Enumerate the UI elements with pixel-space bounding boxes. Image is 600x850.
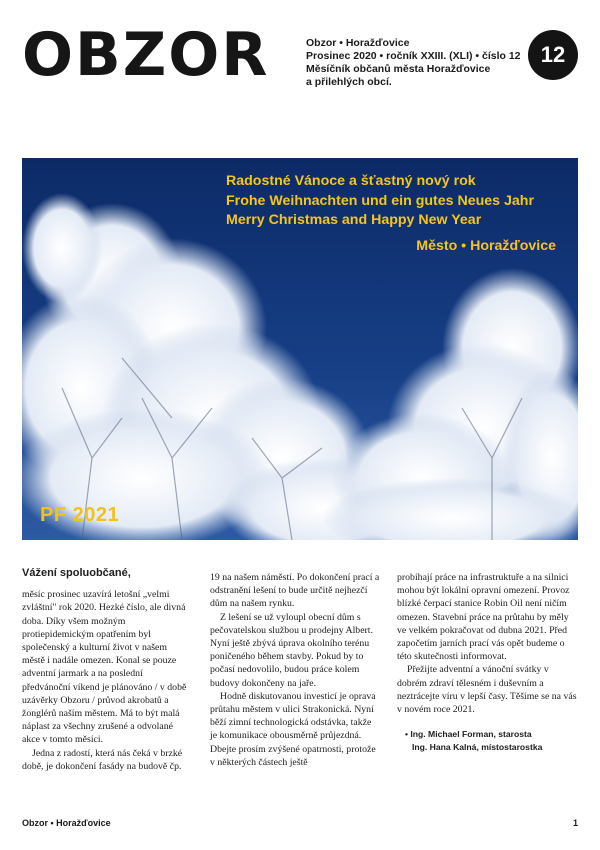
- greeting-line: Radostné Vánoce a šťastný nový rok: [226, 173, 476, 189]
- signatures: [397, 728, 578, 754]
- issue-number-badge: 12: [528, 30, 578, 80]
- masthead-info-line: a přilehlých obcí.: [306, 76, 392, 88]
- paragraph: měsíc prosinec uzavírá letošní „velmi zvláštní" rok 2020. Hezké číslo, ale divná doba. Díky všem možným protiepidemickým opatřením byl společenský a kulturní život v našem městě i nadále omezen. Konal se pouze adventní jarmark a na poslední předvánoční víkend je plánováno / v době uzávěrky Obzoru / průvod akrobatů a žonglérů naším městem. Má to být malá náplast za všechny zrušené a odvolané akce v tomto měsíci.: [22, 589, 187, 746]
- greeting-line: Frohe Weihnachten und ein gutes Neues Jahr: [226, 192, 534, 209]
- greeting-line: Merry Christmas and Happy New Year: [226, 212, 482, 228]
- masthead-info: [306, 37, 521, 89]
- masthead-info-line: Měsíčník občanů města Horažďovice: [306, 63, 491, 75]
- salutation: Vážení spoluobčané,: [22, 567, 131, 579]
- cover-image: [22, 158, 578, 540]
- article-column-1: [22, 567, 192, 773]
- city-signature: Město • Horažďovice: [416, 238, 556, 254]
- masthead-info-line: Prosinec 2020 • ročník XXIII. (XLI) • číslo 12: [306, 50, 521, 62]
- greetings: [226, 172, 534, 231]
- pf-caption: PF 2021: [40, 504, 120, 526]
- footer-publication: Obzor • Horažďovice: [22, 818, 111, 828]
- paragraph: 19 na našem náměstí. Po dokončení prací a odstranění lešení to bude určitě nejhezčí dům na našem rynku.: [210, 572, 380, 610]
- signature-line: Ing. Hana Kalná, místostarostka: [412, 742, 543, 753]
- paragraph: Hodně diskutovanou investicí je oprava průtahu městem v ulici Strakonická. Nyní běží zimní technologická odstávka, takže je komunikace obousměrně průjezdná. Dbejte prosím zvýšené opatrnosti, protože v některých částech ještě: [210, 690, 376, 768]
- masthead: [22, 22, 578, 92]
- masthead-info-line: Obzor • Horažďovice: [306, 37, 410, 49]
- logo: OBZOR: [22, 20, 270, 90]
- paragraph: Přežijte adventní a vánoční svátky v dobrém zdraví tělesném i duševním a neztrácejte víru v lepší časy. Těšíme se na vás v novém roce 2021.: [397, 664, 577, 716]
- paragraph: Z lešení se už vyloupl obecní dům s pečovatelskou službou u prodejny Albert. Nyní ještě zbývá úprava okolního terénu poničeného během stavby. Pokud by to počasí nedovolilo, budou práce kolem budovy dokončeny na jaře.: [210, 611, 373, 689]
- paragraph: Jedna z radostí, která nás čeká v brzké době, je dokončení fasády na budově čp.: [22, 747, 183, 772]
- article-column-2: [210, 571, 380, 769]
- paragraph: probíhají práce na infrastruktuře a na silnici mohou být lokální opravní omezení. Provoz blízké čerpací stanice Robin Oil není ničím omezen. Stavební práce na průtahu by měly ve velkém pokračovat od dubna 2021. Před započetím jarních prací vás opět budeme o této skutečnosti informovat.: [397, 572, 570, 663]
- signature-line: • Ing. Michael Forman, starosta: [405, 729, 532, 740]
- page-number: 1: [572, 818, 578, 828]
- article-column-3: [397, 571, 578, 754]
